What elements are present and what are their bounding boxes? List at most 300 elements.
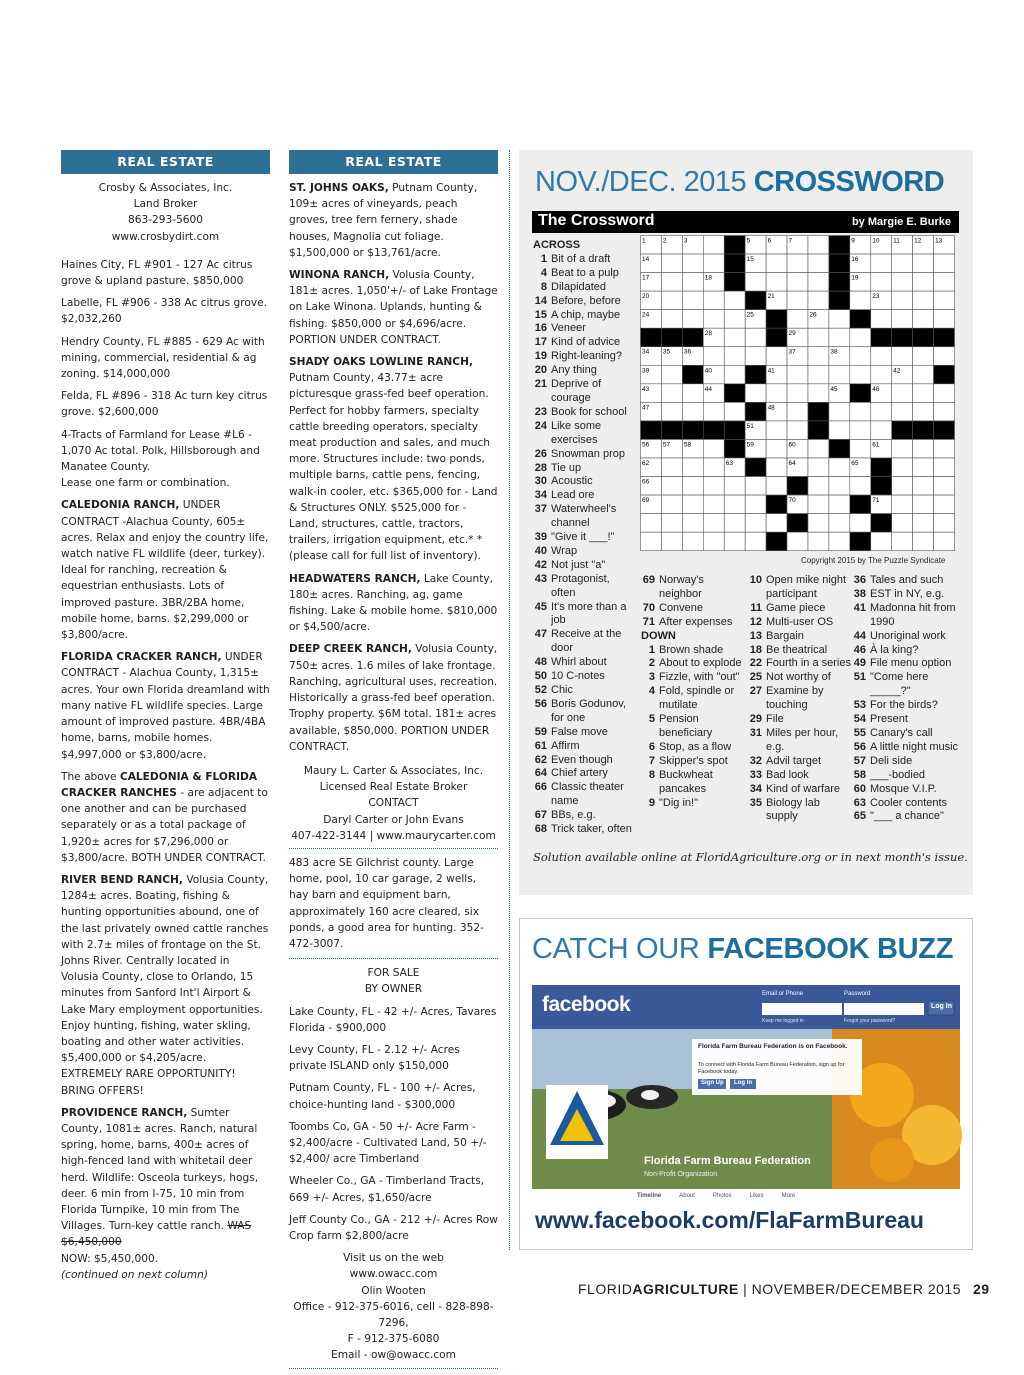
clue-number: 6 bbox=[648, 740, 655, 753]
grid-cell[interactable] bbox=[703, 477, 724, 496]
promo-title: Florida Farm Bureau Federation is on Facebook. bbox=[698, 1043, 848, 1050]
grid-cell[interactable] bbox=[808, 273, 829, 292]
crossword-grid[interactable] bbox=[640, 235, 954, 551]
grid-cell[interactable] bbox=[808, 495, 829, 514]
listing-text: - are adjacent to one another and can be purchased separately or as a total package of 1,920± acres for $7,296,000 or $3,800/acre. BOTH UNDER CONTRACT. bbox=[61, 786, 268, 864]
clue bbox=[533, 656, 636, 670]
broker-website[interactable]: www.crosbydirt.com bbox=[111, 230, 220, 243]
clue bbox=[852, 797, 966, 811]
grid-cell[interactable] bbox=[724, 495, 745, 514]
grid-cell[interactable] bbox=[892, 514, 913, 533]
clue-number: 44 bbox=[853, 629, 866, 642]
grid-cell[interactable] bbox=[703, 310, 724, 329]
contact-website[interactable]: www.owacc.com bbox=[349, 1268, 438, 1281]
clue-number: 7 bbox=[648, 754, 655, 767]
grid-cell[interactable] bbox=[808, 254, 829, 273]
keep-logged-in[interactable]: Keep me logged in bbox=[762, 1018, 804, 1024]
grid-cell[interactable] bbox=[934, 495, 955, 514]
clue-text: Cooler contents bbox=[870, 796, 948, 809]
grid-cell[interactable] bbox=[934, 402, 955, 421]
grid-cell[interactable] bbox=[808, 236, 829, 255]
solution-note: Solution available online at FloridAgriculture.org or in next month's issue. bbox=[533, 850, 968, 864]
tab-about[interactable]: About bbox=[679, 1193, 695, 1199]
old-price: WAS $6,450,000 bbox=[61, 1220, 252, 1249]
listing-name: CALEDONIA RANCH, bbox=[61, 499, 180, 512]
clue-text: Receive at the door bbox=[551, 628, 622, 655]
grid-number: 50 bbox=[704, 422, 712, 430]
grid-cell[interactable] bbox=[829, 477, 850, 496]
grid-block bbox=[724, 384, 745, 403]
contact-phone-web[interactable]: 407-422-3144 | www.maurycarter.com bbox=[291, 829, 496, 842]
grid-cell[interactable] bbox=[892, 402, 913, 421]
grid-cell[interactable] bbox=[934, 458, 955, 477]
grid-cell[interactable] bbox=[640, 532, 661, 551]
listing-text: Sumter County, 1081± acres. Ranch, natural spring, home, barns, 400± acres of high-fenced land with whitetail deer herd. Wildlife: Osceola turkeys, hogs, deer. 6 min from I-75, 10 min from Florida Turnpike, 10 min from The Villages. Turn-key cattle ranch. bbox=[61, 1106, 259, 1233]
grid-cell[interactable] bbox=[703, 254, 724, 273]
grid-cell[interactable] bbox=[913, 384, 934, 403]
grid-cell[interactable] bbox=[703, 458, 724, 477]
clue-text: Chief artery bbox=[551, 767, 608, 780]
grid-cell[interactable] bbox=[724, 365, 745, 384]
grid-cell[interactable] bbox=[682, 402, 703, 421]
grid-number: 40 bbox=[704, 367, 712, 375]
tab-more[interactable]: More bbox=[781, 1193, 796, 1199]
grid-cell[interactable] bbox=[871, 365, 892, 384]
clue-text: Examine by touching bbox=[766, 685, 824, 712]
grid-cell[interactable] bbox=[787, 254, 808, 273]
title-light: CATCH OUR bbox=[532, 933, 700, 965]
grid-cell[interactable] bbox=[892, 310, 913, 329]
grid-number: 25 bbox=[746, 311, 754, 319]
grid-cell[interactable] bbox=[913, 458, 934, 477]
forgot-password-link[interactable]: Forgot your password? bbox=[844, 1018, 896, 1024]
clue bbox=[533, 281, 636, 295]
clue bbox=[852, 810, 966, 824]
owner-listing: Jeff County Co., GA - 212 +/- Acres Row Crop farm $2,800/acre bbox=[289, 1213, 498, 1242]
grid-cell[interactable] bbox=[745, 384, 766, 403]
grid-cell[interactable] bbox=[745, 347, 766, 366]
tab-timeline[interactable]: Timeline bbox=[637, 1193, 662, 1199]
grid-number: 64 bbox=[788, 459, 796, 467]
grid-cell[interactable] bbox=[913, 402, 934, 421]
grid-cell[interactable] bbox=[661, 310, 682, 329]
grid-cell[interactable] bbox=[787, 291, 808, 310]
clue-text: Before, before bbox=[551, 294, 621, 307]
grid-cell[interactable] bbox=[745, 273, 766, 292]
grid-cell[interactable] bbox=[766, 254, 787, 273]
grid-cell[interactable] bbox=[808, 365, 829, 384]
grid-cell[interactable] bbox=[661, 291, 682, 310]
clue bbox=[533, 350, 636, 364]
grid-cell[interactable] bbox=[871, 347, 892, 366]
grid-cell[interactable] bbox=[703, 514, 724, 533]
grid-cell[interactable] bbox=[682, 273, 703, 292]
grid-cell[interactable] bbox=[913, 495, 934, 514]
grid-block bbox=[934, 365, 955, 384]
grid-number: 42 bbox=[893, 367, 901, 375]
grid-number: 38 bbox=[830, 348, 838, 356]
clue bbox=[533, 322, 636, 336]
grid-cell[interactable] bbox=[934, 291, 955, 310]
grid-cell[interactable] bbox=[661, 402, 682, 421]
grid-cell[interactable] bbox=[913, 439, 934, 458]
grid-cell[interactable] bbox=[724, 514, 745, 533]
grid-cell[interactable] bbox=[871, 421, 892, 440]
grid-cell[interactable] bbox=[850, 291, 871, 310]
grid-cell[interactable] bbox=[892, 384, 913, 403]
listing-name: PROVIDENCE RANCH, bbox=[61, 1106, 188, 1119]
clue-number: 61 bbox=[534, 739, 547, 752]
grid-cell[interactable] bbox=[766, 439, 787, 458]
grid-cell[interactable] bbox=[829, 458, 850, 477]
clue bbox=[533, 809, 636, 823]
grid-cell[interactable] bbox=[892, 532, 913, 551]
grid-cell[interactable] bbox=[787, 402, 808, 421]
grid-cell[interactable] bbox=[787, 532, 808, 551]
clue-number: 34 bbox=[534, 489, 547, 502]
grid-cell[interactable] bbox=[787, 365, 808, 384]
grid-number: 67 bbox=[788, 478, 796, 486]
listing: Hendry County, FL #885 - 629 Ac with mining, commercial, residential & ag zoning. $14,000,000 bbox=[61, 335, 265, 381]
grid-cell[interactable] bbox=[682, 291, 703, 310]
clue-number: 41 bbox=[853, 601, 866, 614]
grid-cell[interactable] bbox=[808, 347, 829, 366]
clue bbox=[533, 448, 636, 462]
grid-cell[interactable] bbox=[913, 310, 934, 329]
grid-cell[interactable] bbox=[766, 347, 787, 366]
grid-cell[interactable] bbox=[850, 402, 871, 421]
facebook-url[interactable]: www.facebook.com/FlaFarmBureau bbox=[535, 1207, 924, 1233]
clue bbox=[641, 685, 743, 713]
grid-cell[interactable] bbox=[892, 458, 913, 477]
grid-cell[interactable] bbox=[871, 310, 892, 329]
grid-number: 28 bbox=[704, 330, 712, 338]
grid-cell[interactable] bbox=[829, 532, 850, 551]
grid-cell[interactable] bbox=[808, 532, 829, 551]
clue-number: 49 bbox=[853, 657, 866, 670]
across-heading: ACROSS bbox=[533, 239, 581, 251]
clue-column bbox=[852, 574, 966, 824]
grid-number: 57 bbox=[662, 441, 671, 449]
grid-number: 8 bbox=[830, 237, 835, 245]
grid-cell[interactable] bbox=[682, 477, 703, 496]
grid-cell[interactable] bbox=[808, 384, 829, 403]
page-type: Non-Profit Organization bbox=[644, 1171, 718, 1178]
grid-block bbox=[724, 439, 745, 458]
grid-cell[interactable] bbox=[850, 365, 871, 384]
clue-text: Veneer bbox=[551, 322, 586, 335]
listing: Labelle, FL #906 - 338 Ac citrus grove. $2,032,260 bbox=[61, 297, 267, 326]
grid-cell[interactable] bbox=[892, 273, 913, 292]
contact-names: Daryl Carter or John Evans bbox=[323, 813, 464, 826]
crossword-bar-title: The Crossword bbox=[538, 212, 655, 229]
grid-cell[interactable] bbox=[808, 514, 829, 533]
grid-cell[interactable] bbox=[829, 402, 850, 421]
clue-number: 17 bbox=[534, 336, 547, 349]
grid-number: 20 bbox=[641, 293, 650, 301]
grid-cell[interactable] bbox=[703, 291, 724, 310]
grid-cell[interactable] bbox=[934, 254, 955, 273]
grid-cell[interactable] bbox=[682, 495, 703, 514]
clue-number: 23 bbox=[534, 405, 547, 418]
grid-cell[interactable] bbox=[829, 421, 850, 440]
signup-button[interactable]: Sign Up bbox=[701, 1080, 724, 1086]
grid-cell[interactable] bbox=[808, 328, 829, 347]
grid-cell[interactable] bbox=[766, 273, 787, 292]
grid-cell[interactable] bbox=[682, 254, 703, 273]
crossword-author: by Margie E. Burke bbox=[851, 216, 951, 228]
grid-cell[interactable] bbox=[661, 514, 682, 533]
clue-text: File menu option bbox=[870, 657, 952, 670]
grid-cell[interactable] bbox=[703, 495, 724, 514]
broker-name: Crosby & Associates, Inc. bbox=[98, 182, 233, 194]
grid-cell[interactable] bbox=[934, 310, 955, 329]
clue-number: 11 bbox=[750, 601, 762, 614]
grid-cell[interactable] bbox=[892, 291, 913, 310]
grid-cell[interactable] bbox=[724, 402, 745, 421]
page-number: 29 bbox=[973, 1281, 990, 1297]
grid-number: 59 bbox=[746, 441, 754, 449]
grid-cell[interactable] bbox=[850, 514, 871, 533]
grid-cell[interactable] bbox=[808, 291, 829, 310]
grid-cell[interactable] bbox=[934, 514, 955, 533]
facebook-logo: facebook bbox=[542, 993, 631, 1016]
grid-cell[interactable] bbox=[766, 384, 787, 403]
clue bbox=[852, 741, 966, 755]
clue-number: 46 bbox=[853, 643, 866, 656]
grid-cell[interactable] bbox=[913, 273, 934, 292]
grid-cell[interactable] bbox=[661, 365, 682, 384]
listing-text: Putnam County, 43.77± acre picturesque grass-fed beef operation. Perfect for hobby farmers, specialty cattle breeding operators, specialty meat production and sales, and much more. Structures include: two ponds, multiple barns, cattle pens, fencing, walk-in cooler, etc. $365,000 for - Land & Structures ONLY. $525,000 for - Land, structures, cattle, tractors, trailers, irrigation equipment, etc.* *(please call for full list of inventory). bbox=[289, 372, 498, 563]
grid-cell[interactable] bbox=[913, 365, 934, 384]
clue-number: 65 bbox=[853, 810, 866, 823]
clue-number: 26 bbox=[534, 447, 547, 460]
grid-cell[interactable] bbox=[661, 532, 682, 551]
clue-column bbox=[641, 574, 743, 810]
grid-cell[interactable] bbox=[703, 402, 724, 421]
grid-cell[interactable] bbox=[829, 514, 850, 533]
grid-cell[interactable] bbox=[724, 477, 745, 496]
grid-number: 3 bbox=[683, 237, 688, 245]
grid-cell[interactable] bbox=[661, 495, 682, 514]
grid-cell[interactable] bbox=[829, 328, 850, 347]
grid-cell[interactable] bbox=[766, 514, 787, 533]
grid-cell[interactable] bbox=[745, 328, 766, 347]
grid-cell[interactable] bbox=[913, 347, 934, 366]
clue-number: 18 bbox=[749, 643, 762, 656]
clue-text: "Come here _____?" bbox=[870, 671, 929, 698]
clue-number: 68 bbox=[534, 823, 547, 836]
login-button[interactable]: Log In bbox=[931, 1003, 952, 1010]
clue-number: 54 bbox=[853, 713, 866, 726]
grid-cell[interactable] bbox=[766, 421, 787, 440]
contact-email[interactable]: Email - ow@owacc.com bbox=[331, 1349, 456, 1362]
clue-number: 20 bbox=[534, 364, 547, 377]
grid-cell[interactable] bbox=[661, 458, 682, 477]
grid-cell[interactable] bbox=[934, 439, 955, 458]
grid-cell[interactable] bbox=[808, 458, 829, 477]
listing: Felda, FL #896 - 318 Ac turn key citrus grove. $2,600,000 bbox=[61, 390, 268, 419]
grid-cell[interactable] bbox=[724, 328, 745, 347]
clue bbox=[748, 602, 852, 616]
clue-number: 51 bbox=[853, 671, 866, 684]
grid-cell[interactable] bbox=[745, 532, 766, 551]
owner-listing: Wheeler Co., GA - Timberland Tracts, 669 +/- Acres, $1,650/acre bbox=[289, 1175, 485, 1204]
grid-cell[interactable] bbox=[724, 532, 745, 551]
clue bbox=[641, 769, 743, 797]
grid-number: 41 bbox=[767, 367, 775, 375]
grid-cell[interactable] bbox=[871, 273, 892, 292]
clue-text: File bbox=[766, 713, 784, 726]
clue-number: 27 bbox=[749, 685, 762, 698]
grid-cell[interactable] bbox=[682, 514, 703, 533]
grid-number: 69 bbox=[641, 497, 650, 505]
grid-cell[interactable] bbox=[661, 384, 682, 403]
grid-cell[interactable] bbox=[766, 458, 787, 477]
grid-cell[interactable] bbox=[724, 310, 745, 329]
listing: 4-Tracts of Farmland for Lease #L6 - 1,070 Ac total. Polk, Hillsborough and Manatee County. bbox=[61, 428, 260, 474]
grid-cell[interactable] bbox=[682, 310, 703, 329]
listing-text: Volusia County, 181± acres. 1,050'+/- of Lake Frontage on Lake Winona. Uplands, hunting & fishing. $850,000 or $4,696/acre. PORTION UNDER CONTRACT. bbox=[289, 269, 498, 346]
grid-cell[interactable] bbox=[934, 532, 955, 551]
grid-cell[interactable] bbox=[934, 347, 955, 366]
issue-date: | NOVEMBER/DECEMBER 2015 bbox=[743, 1281, 961, 1297]
grid-cell[interactable] bbox=[913, 291, 934, 310]
clue-number: 66 bbox=[534, 781, 547, 794]
grid-cell[interactable] bbox=[934, 477, 955, 496]
grid-cell[interactable] bbox=[871, 254, 892, 273]
grid-cell[interactable] bbox=[661, 273, 682, 292]
grid-cell[interactable] bbox=[808, 439, 829, 458]
grid-number: 34 bbox=[641, 348, 650, 356]
grid-cell[interactable] bbox=[787, 421, 808, 440]
clue-number: 70 bbox=[642, 601, 655, 614]
clue bbox=[748, 574, 852, 602]
clue bbox=[533, 698, 636, 726]
clue-text: Bargain bbox=[766, 629, 804, 642]
grid-number: 33 bbox=[935, 330, 943, 338]
grid-cell[interactable] bbox=[934, 273, 955, 292]
grid-cell[interactable] bbox=[892, 347, 913, 366]
grid-block bbox=[766, 532, 787, 551]
clue bbox=[641, 574, 743, 602]
clue-text: Tie up bbox=[551, 461, 582, 474]
grid-cell[interactable] bbox=[787, 310, 808, 329]
grid-cell[interactable] bbox=[892, 477, 913, 496]
grid-cell[interactable] bbox=[766, 477, 787, 496]
listing bbox=[289, 571, 498, 636]
grid-cell[interactable] bbox=[787, 273, 808, 292]
grid-cell[interactable] bbox=[703, 347, 724, 366]
grid-cell[interactable] bbox=[850, 477, 871, 496]
clue-text: "___ a chance" bbox=[870, 810, 944, 823]
grid-cell[interactable] bbox=[934, 384, 955, 403]
grid-cell[interactable] bbox=[724, 291, 745, 310]
clue-number: 30 bbox=[534, 475, 547, 488]
clue-text: Convene bbox=[659, 601, 704, 614]
grid-cell[interactable] bbox=[850, 328, 871, 347]
grid-number: 17 bbox=[641, 274, 650, 282]
grid-cell[interactable] bbox=[661, 254, 682, 273]
clue-text: Advil target bbox=[766, 754, 822, 767]
password-label: Password bbox=[844, 991, 871, 997]
grid-cell[interactable] bbox=[787, 384, 808, 403]
grid-cell[interactable] bbox=[640, 514, 661, 533]
grid-cell[interactable] bbox=[892, 254, 913, 273]
grid-cell[interactable] bbox=[892, 439, 913, 458]
tab-photos[interactable]: Photos bbox=[712, 1193, 732, 1199]
grid-cell[interactable] bbox=[913, 477, 934, 496]
grid-cell[interactable] bbox=[913, 254, 934, 273]
clue-text: Waterwheel's channel bbox=[551, 503, 617, 530]
grid-cell[interactable] bbox=[892, 495, 913, 514]
grid-number: 26 bbox=[809, 311, 817, 319]
facebook-screenshot[interactable] bbox=[532, 985, 960, 1207]
clue-text: Brown shade bbox=[659, 643, 724, 656]
grid-cell[interactable] bbox=[703, 532, 724, 551]
clue bbox=[533, 684, 636, 698]
grid-cell[interactable] bbox=[808, 477, 829, 496]
grid-number: 49 bbox=[809, 404, 817, 412]
clue-number: 43 bbox=[534, 572, 547, 585]
clue-text: Even though bbox=[551, 753, 613, 766]
clue-text: Bad look bbox=[766, 768, 809, 781]
grid-cell[interactable] bbox=[745, 514, 766, 533]
grid-cell[interactable] bbox=[682, 532, 703, 551]
crossword-title bbox=[535, 166, 944, 199]
grid-number: 68 bbox=[872, 478, 880, 486]
contact-label: CONTACT bbox=[368, 797, 419, 810]
grid-cell[interactable] bbox=[913, 514, 934, 533]
clue-number: 38 bbox=[853, 587, 866, 600]
clue-number: 63 bbox=[853, 796, 866, 809]
grid-block bbox=[724, 254, 745, 273]
clue-text: Acoustic bbox=[551, 475, 593, 488]
grid-cell[interactable] bbox=[661, 477, 682, 496]
grid-cell[interactable] bbox=[850, 439, 871, 458]
grid-cell[interactable] bbox=[871, 402, 892, 421]
grid-cell[interactable] bbox=[850, 347, 871, 366]
clue bbox=[852, 699, 966, 713]
grid-cell[interactable] bbox=[703, 439, 724, 458]
listing bbox=[289, 641, 498, 754]
grid-cell[interactable] bbox=[745, 477, 766, 496]
grid-cell[interactable] bbox=[871, 532, 892, 551]
grid-number: 29 bbox=[788, 330, 796, 338]
grid-cell[interactable] bbox=[850, 421, 871, 440]
grid-cell[interactable] bbox=[745, 495, 766, 514]
clue bbox=[852, 644, 966, 658]
grid-cell[interactable] bbox=[682, 384, 703, 403]
grid-cell[interactable] bbox=[829, 365, 850, 384]
grid-cell[interactable] bbox=[829, 310, 850, 329]
listing-prefix: The above bbox=[61, 770, 117, 783]
clue bbox=[748, 727, 852, 755]
grid-cell[interactable] bbox=[829, 495, 850, 514]
promo-text: To connect with Florida Farm Bureau Federation, sign up for Facebook today. bbox=[698, 1062, 845, 1075]
login-button-2[interactable]: Log In bbox=[734, 1080, 752, 1086]
grid-cell[interactable] bbox=[724, 347, 745, 366]
clue-text: Stop, as a flow bbox=[659, 740, 732, 753]
grid-cell[interactable] bbox=[913, 532, 934, 551]
clue bbox=[533, 267, 636, 281]
grid-cell[interactable] bbox=[703, 236, 724, 255]
clue-text: Madonna hit from 1990 bbox=[870, 601, 956, 628]
clue-number: 40 bbox=[534, 544, 547, 557]
grid-cell[interactable] bbox=[682, 458, 703, 477]
clue bbox=[852, 588, 966, 602]
tab-likes[interactable]: Likes bbox=[749, 1193, 764, 1199]
